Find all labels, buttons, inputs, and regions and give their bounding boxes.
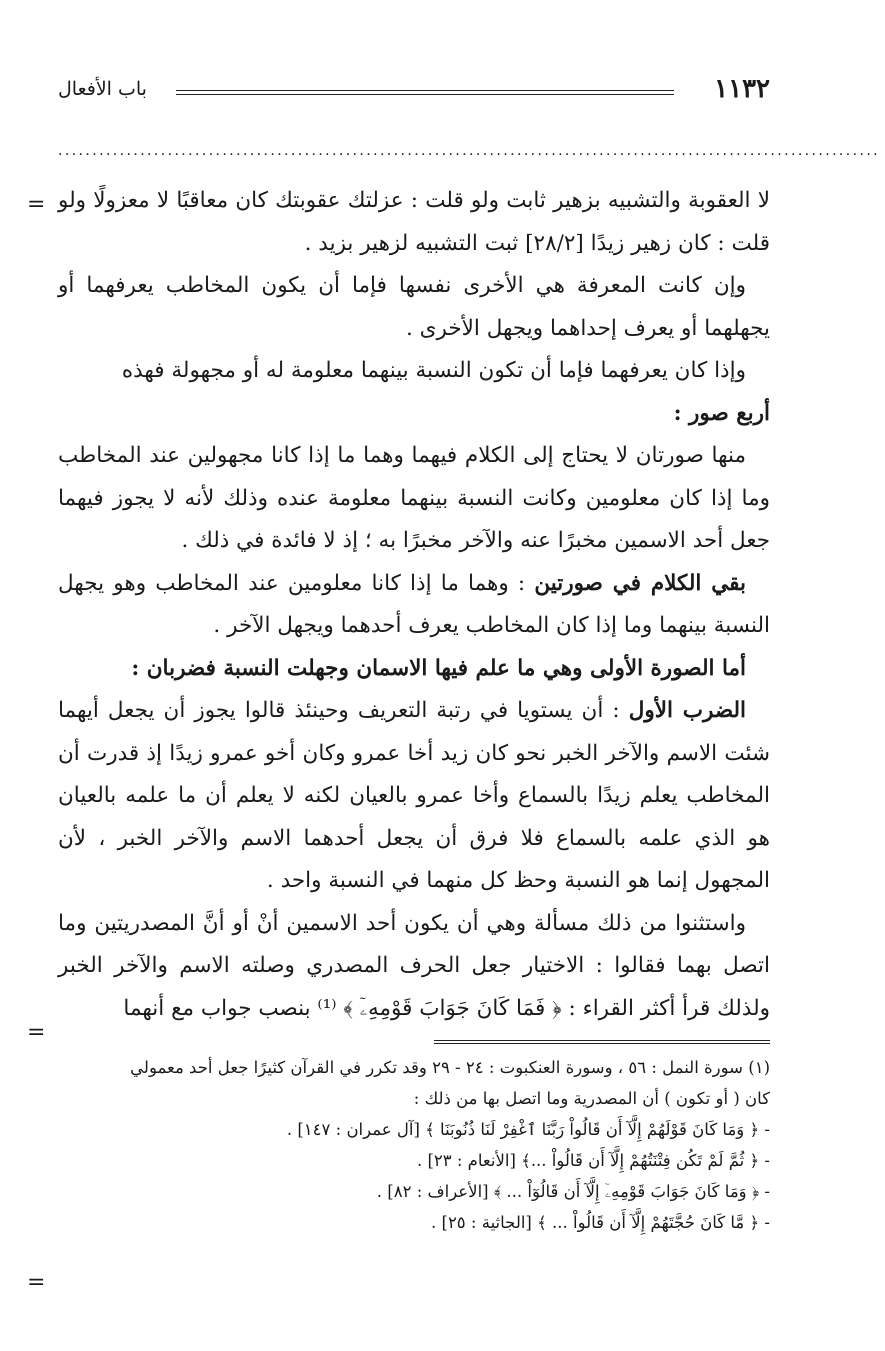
book-page [58,70,881,1238]
paragraph-8: واستثنوا من ذلك مسألة وهي أن يكون أحد الاسمين أنْ أو أنَّ المصدريتين وما اتصل بهما فقالوا : الاختيار جعل الحرف المصدري وصلته الاسم والآخر الخبر ولذلك قرأ أكثر القراء : ﴿ فَمَا كَانَ جَوَابَ قَوْمِهِۦٓ ﴾ ⁽¹⁾ بنصب جواب مع أنهما [58,910,770,1021]
footnote-verse: - ﴿ وَمَا كَانَ جَوَابَ قَوْمِهِۦٓ إِلَّآ أَن قَالُوٓاْ ... ﴾ [الأعراف : ٨٢] . [376,1182,770,1201]
footnote-verse: - ﴿ ثُمَّ لَمْ تَكُن فِتْنَتُهُمْ إِلَّآ أَن قَالُواْ ...﴾ [الأنعام : ٢٣] . [416,1151,770,1170]
footnote-verse: - ﴿ وَمَا كَانَ قَوْلَهُمْ إِلَّآ أَن قَالُواْ رَبَّنَا ٱغْفِرْ لَنَا ذُنُوبَنَا ﴾ [آل عمران : ١٤٧] . [286,1120,770,1139]
header-rule [176,90,674,95]
footnote-verse: - ﴿ مَّا كَانَ حُجَّتَهُمْ إِلَّآ أَن قَالُواْ ... ﴾ [الجاثية : ٢٥] . [431,1213,770,1232]
chapter-title: باب الأفعال [58,78,147,100]
paragraph-7-lead: الضرب الأول [628,698,746,723]
page-header [58,70,770,110]
footnote-1-continued: كان ( أو تكون ) أن المصدرية وما اتصل بها من ذلك : [413,1089,770,1108]
paragraph-4: منها صورتان لا يحتاج إلى الكلام فيهما وهما ما إذا كانا مجهولين عند المخاطب وما إذا كان معلومين وكانت النسبة بينهما معلومة عنده وذلك لأنه لا يجوز فيهما جعل أحد الاسمين مخبرًا عنه والآخر مخبرًا به ؛ إذ لا فائدة في ذلك . [58,443,770,553]
dotted-separator: ........................................................................................................................ [58,143,881,159]
paragraph-7-text: : أن يستويا في رتبة التعريف وحينئذ قالوا يجوز أن يجعل أيهما شئت الاسم والآخر الخبر نحو كان زيد أخا عمرو وكان أخو عمرو زيدًا إذ قدرت أن المخاطب يعلم زيدًا بالسماع وأخا عمرو بالعيان لكنه لا يعلم أن ما علمه بالعيان هو الذي علمه بالسماع فلا فرق أن يجعل أحدهما الاسم والآخر الخبر ، لأن المجهول إنما هو النسبة وحظ كل منهما في النسبة واحد . [58,698,770,893]
footnote-rule [434,1040,770,1044]
continuation-mark-footnote: = [27,1270,46,1295]
paragraph-3-emphasis: أربع صور : [673,400,770,426]
paragraph-2: وإن كانت المعرفة هي الأخرى نفسها فإما أن يكون المخاطب يعرفهما أو يجهلهما أو يعرف إحداهما ويجهل الأخرى . [58,273,770,341]
continuation-mark-bottom: = [27,1020,46,1045]
paragraph-3-text: وإذا كان يعرفهما فإما أن تكون النسبة بينهما معلومة له أو مجهولة فهذه [121,358,746,383]
section-heading: أما الصورة الأولى وهي ما علم فيها الاسمان وجهلت النسبة فضربان : [131,655,746,681]
paragraph-5-text: : وهما ما إذا كانا معلومين عند المخاطب وهو يجهل النسبة بينهما وما إذا كان المخاطب يعرف أحدهما ويجهل الآخر . [58,570,770,638]
paragraph-7 [58,690,770,903]
footnote-1: (١) سورة النمل : ٥٦ ، وسورة العنكبوت : ٢٤ - ٢٩ وقد تكرر في القرآن كثيرًا جعل أحد معمولي [130,1058,770,1077]
page-number: ١١٣٢ [714,74,770,104]
paragraph-1: لا العقوبة والتشبيه بزهير ثابت ولو قلت : عزلتك عقوبتك كان معاقبًا لا معزولًا ولو قلت : كان زهير زيدًا [٢٨/٢] ثبت التشبيه لزهير بزيد . [58,188,770,256]
main-text [58,180,770,1030]
paragraph-3 [58,350,770,435]
footnote-verse-list [58,1114,770,1238]
footnotes [58,1052,770,1238]
paragraph-5-lead: بقي الكلام في صورتين [534,570,746,596]
paragraph-5 [58,563,770,648]
continuation-mark-top: = [27,192,46,217]
